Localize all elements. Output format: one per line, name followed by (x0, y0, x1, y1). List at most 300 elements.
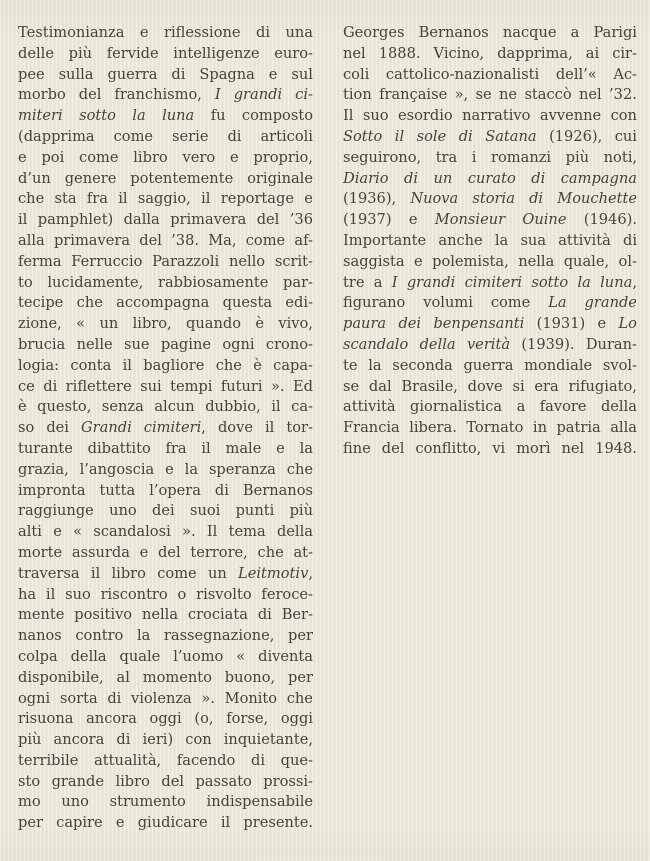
word: fine (343, 439, 371, 457)
word: il (220, 814, 231, 832)
word: vivo, (278, 315, 313, 333)
word: e (139, 24, 149, 41)
word: come (157, 564, 197, 582)
word: composto (241, 107, 313, 125)
word: impronta (18, 481, 86, 499)
word: al (116, 668, 130, 686)
word: del (139, 231, 162, 249)
word: grandi (233, 86, 283, 104)
word: vero (182, 148, 216, 166)
word: seconda (392, 356, 453, 374)
word: della (276, 523, 313, 541)
word: tion (343, 86, 372, 104)
word: fervide (106, 44, 159, 62)
word: della (600, 398, 637, 416)
text-line (18, 85, 313, 106)
text-line (343, 293, 637, 314)
word: che (286, 689, 313, 707)
word: più (289, 502, 313, 520)
word: suoi (189, 502, 221, 520)
word: e (165, 460, 174, 478)
word: quale (119, 647, 161, 665)
word: contro (75, 627, 124, 645)
word: una (285, 24, 313, 41)
word: Mouchette (557, 190, 637, 208)
word: « (236, 647, 246, 665)
word: libro, (132, 315, 172, 333)
word: intelligenze (173, 44, 260, 62)
word: lucidamente, (47, 273, 144, 291)
word: dell’« (555, 65, 597, 83)
text-line (343, 356, 637, 377)
word: speranza (208, 460, 276, 478)
word: française (379, 86, 448, 104)
word: ci- (295, 86, 313, 104)
word: esordio (398, 107, 453, 125)
word: che (18, 190, 45, 208)
word: dalla (123, 211, 160, 229)
word: l’opera (149, 481, 201, 499)
left-column (18, 23, 313, 834)
word: « (73, 523, 83, 541)
right-column (343, 23, 637, 460)
word: patria (556, 419, 601, 437)
text-line (18, 647, 313, 668)
text-line (18, 314, 313, 335)
word: mente (18, 606, 65, 624)
word: di (404, 169, 419, 187)
word: scandalo (343, 335, 409, 353)
word: Nuova (410, 190, 459, 208)
text-line (18, 44, 313, 65)
word: rifugiato, (568, 377, 637, 395)
word: è (18, 398, 27, 416)
word: nacque (502, 24, 557, 41)
word: grazia, (18, 460, 69, 478)
word: saggio, (137, 190, 191, 208)
word: (1937) (343, 211, 392, 229)
word: rabbiosamente (157, 273, 269, 291)
word: oggi (149, 710, 182, 728)
text-line (18, 127, 313, 148)
word: punti (235, 502, 275, 520)
word: la (368, 356, 382, 374)
word: ancora (53, 731, 105, 749)
text-line (343, 148, 637, 169)
word: ol- (618, 252, 637, 270)
word: di (214, 481, 229, 499)
word: at- (293, 543, 313, 561)
word: morì (516, 439, 551, 457)
text-line (18, 792, 313, 813)
word: feroce- (261, 585, 313, 603)
word: ’36 (289, 211, 313, 229)
word: cui (614, 127, 637, 145)
word: scandalosi (93, 523, 171, 541)
word: grandi (406, 273, 456, 291)
word: di (227, 127, 242, 145)
word: nella (141, 606, 179, 624)
text-line (18, 23, 313, 44)
word: edi- (285, 294, 313, 312)
word: Ferruccio (71, 252, 143, 270)
word: presente. (243, 814, 313, 832)
word: che (215, 356, 242, 374)
word: la (136, 627, 151, 645)
word: ne (499, 86, 518, 104)
word: sulla (58, 65, 94, 83)
text-line (18, 65, 313, 86)
word: luna (162, 107, 195, 125)
word: articoli (260, 127, 313, 145)
word: Bernanos (418, 24, 489, 41)
word: », (454, 86, 469, 104)
word: ce (18, 377, 35, 395)
word: di (107, 689, 122, 707)
word: per (18, 814, 43, 832)
word: con (610, 107, 637, 125)
text-line (18, 522, 313, 543)
word: crono- (265, 335, 313, 353)
word: dei (46, 419, 69, 437)
word: se (475, 86, 492, 104)
word: dapprima, (497, 44, 573, 62)
word: verità (466, 335, 511, 353)
word: par- (283, 273, 313, 291)
word: (dapprima (18, 127, 95, 145)
word: risuona (18, 710, 74, 728)
word: primavera (170, 211, 247, 229)
word: noti, (603, 148, 637, 166)
text-line (343, 273, 637, 294)
word: curato (467, 169, 516, 187)
word: riscontro (100, 585, 168, 603)
word: il (394, 127, 405, 145)
word: primavera (53, 231, 131, 249)
word: Brasile, (401, 377, 458, 395)
word: Parigi (593, 24, 637, 41)
word: Ouine (522, 211, 567, 229)
word: un (433, 169, 453, 187)
text-line (18, 106, 313, 127)
text-line (343, 210, 637, 231)
text-line (18, 335, 313, 356)
word: tutta (99, 481, 136, 499)
word: Diario (343, 169, 389, 187)
word: se (343, 377, 360, 395)
word: con (185, 731, 212, 749)
word: alti (18, 523, 42, 541)
word: dove (217, 419, 253, 437)
word: rassegnazione, (163, 627, 275, 645)
word: la (494, 231, 509, 249)
word: (1926), (549, 127, 603, 145)
word: grande (584, 294, 637, 312)
word: sotto (531, 273, 569, 291)
text-line (18, 501, 313, 522)
word: romanzi (491, 148, 552, 166)
word: strumento (109, 793, 186, 811)
word: terribile (18, 751, 79, 769)
word: to (18, 273, 33, 291)
word: I (391, 273, 398, 291)
text-line (18, 813, 313, 834)
word: di (255, 24, 270, 41)
word: come (79, 148, 119, 166)
word: tema (228, 523, 266, 541)
word: d’un (18, 169, 51, 187)
word: un (99, 315, 119, 333)
word: fra (165, 439, 187, 457)
text-line (18, 418, 313, 439)
word: indispensabile (206, 793, 313, 811)
word: nanos (18, 627, 62, 645)
word: svol- (602, 356, 637, 374)
word: campagna (560, 169, 637, 187)
word: facendo (176, 751, 236, 769)
word: tor- (286, 419, 313, 437)
word: di (257, 606, 272, 624)
word: cimiteri (464, 273, 523, 291)
word: ’38. (171, 231, 200, 249)
word: Importante (343, 231, 427, 249)
word: Vicino, (433, 44, 485, 62)
text-line (18, 772, 313, 793)
word: il (45, 585, 56, 603)
word: la (132, 107, 146, 125)
word: conta (70, 356, 112, 374)
word: Spagna (199, 65, 255, 83)
word: giornalistica (410, 398, 503, 416)
word: logia: (18, 356, 60, 374)
word: e (229, 148, 239, 166)
word: la (577, 273, 591, 291)
word: l’angoscia (79, 460, 155, 478)
word: pee (18, 65, 45, 83)
word: la (184, 460, 199, 478)
word: che (286, 460, 313, 478)
text-line (18, 668, 313, 689)
word: prossi- (263, 772, 313, 790)
word: conflitto, (415, 439, 482, 457)
word: cimiteri, (143, 419, 206, 437)
text-line (343, 397, 637, 418)
text-line (343, 106, 637, 127)
word: e (115, 814, 125, 832)
word: ieri) (142, 731, 174, 749)
word: nel (343, 44, 366, 62)
word: favore (539, 398, 587, 416)
word: nello (228, 252, 266, 270)
word: paura (343, 315, 387, 333)
text-line (343, 377, 637, 398)
word: è (253, 356, 262, 374)
text-line (18, 605, 313, 626)
word: raggiunge (18, 502, 94, 520)
word: serie (172, 127, 209, 145)
word: 1948. (595, 439, 637, 457)
word: libro (115, 772, 150, 790)
word: Francia (343, 419, 400, 437)
word: del (157, 543, 181, 561)
word: ancora (86, 710, 137, 728)
text-line (343, 23, 637, 44)
word: i (471, 148, 477, 166)
word: capa- (273, 356, 313, 374)
word: pamphlet) (37, 211, 114, 229)
word: franchismo, (114, 86, 202, 104)
word: ’32. (609, 86, 637, 104)
word: sotto (79, 107, 116, 125)
text-line (18, 689, 313, 710)
word: forse, (226, 710, 269, 728)
word: il (122, 356, 132, 374)
word: capire (56, 814, 103, 832)
word: diventa (258, 647, 313, 665)
word: originale (247, 169, 313, 187)
word: storia (472, 190, 515, 208)
text-line (343, 335, 637, 356)
word: questa (222, 294, 273, 312)
word: cir- (612, 44, 637, 62)
word: alla (18, 231, 45, 249)
word: Monito (224, 689, 278, 707)
word: Ac- (613, 65, 637, 83)
text-line (18, 397, 313, 418)
word: oggi (280, 710, 313, 728)
word: per (288, 627, 313, 645)
text-line (18, 273, 313, 294)
text-line (18, 730, 313, 751)
word: (o, (194, 710, 214, 728)
word: I (214, 86, 221, 104)
word: il (271, 398, 281, 416)
word: di (531, 169, 546, 187)
word: e (414, 252, 423, 270)
word: (1931) (536, 315, 586, 333)
text-line (343, 231, 637, 252)
word: sta (54, 190, 77, 208)
word: ». (271, 377, 285, 395)
text-line (18, 626, 313, 647)
word: sorta (59, 689, 98, 707)
word: Lo (618, 315, 637, 333)
word: come (113, 127, 154, 145)
word: più (565, 148, 590, 166)
word: coli (343, 65, 370, 83)
text-line (18, 439, 313, 460)
word: genere (64, 169, 117, 187)
word: sul (291, 65, 313, 83)
word: mo (18, 793, 41, 811)
text-line (18, 169, 313, 190)
word: volumi (423, 294, 473, 312)
text-line (343, 252, 637, 273)
word: e (268, 65, 278, 83)
word: tecipe (18, 294, 64, 312)
word: polemista, (432, 252, 509, 270)
word: si (512, 377, 525, 395)
text-line (18, 252, 313, 273)
word: positivo (74, 606, 133, 624)
word: (1936), (343, 190, 397, 208)
word: guerra (107, 65, 158, 83)
word: ha (18, 585, 37, 603)
word: o (177, 585, 187, 603)
word: Ma, (208, 231, 237, 249)
word: il (201, 439, 211, 457)
word: avvenne (539, 107, 602, 125)
word: La (548, 294, 567, 312)
word: inquietante, (223, 731, 313, 749)
word: luna, (600, 273, 637, 291)
word: traversa (18, 564, 80, 582)
word: figurano (343, 294, 406, 312)
word: so (18, 419, 35, 437)
word: e (139, 543, 149, 561)
word: (1939). (521, 335, 575, 353)
word: 1888. (378, 44, 421, 62)
word: suo (362, 107, 389, 125)
word: della (70, 647, 107, 665)
word: di (43, 377, 58, 395)
word: saggista (343, 252, 405, 270)
word: buono, (224, 668, 276, 686)
word: nella (518, 252, 555, 270)
text-line (343, 169, 637, 190)
word: tempi (170, 377, 213, 395)
text-line (18, 189, 313, 210)
word: e (53, 523, 62, 541)
word: Il (343, 107, 354, 125)
word: riflessione (164, 24, 241, 41)
word: ». (201, 689, 215, 707)
word: a (570, 24, 580, 41)
word: Satana (485, 127, 537, 145)
word: dibattito (87, 439, 151, 457)
word: Sotto (343, 127, 383, 145)
word: attività (558, 231, 611, 249)
word: il (201, 190, 211, 208)
text-line (18, 709, 313, 730)
text-line (343, 418, 637, 439)
word: dove (467, 377, 503, 395)
word: alla (610, 419, 637, 437)
word: colpa (18, 647, 58, 665)
word: zione, (18, 315, 62, 333)
word: Grandi (81, 419, 132, 437)
word: delle (18, 44, 54, 62)
text-line (343, 314, 637, 335)
word: per (287, 668, 313, 686)
word: miteri (18, 107, 63, 125)
word: sui (140, 377, 162, 395)
word: dubbio, (205, 398, 261, 416)
word: sole (416, 127, 447, 145)
word: ca- (291, 398, 313, 416)
word: tra (435, 148, 458, 166)
word: senza (101, 398, 144, 416)
word: nel (578, 86, 602, 104)
word: a (516, 398, 526, 416)
word: in (532, 419, 547, 437)
word: grande (51, 772, 104, 790)
word: crociata (187, 606, 248, 624)
word: del (381, 439, 405, 457)
word: di (250, 751, 265, 769)
word: cattolico-nazionalisti (385, 65, 540, 83)
word: sto (18, 772, 41, 790)
